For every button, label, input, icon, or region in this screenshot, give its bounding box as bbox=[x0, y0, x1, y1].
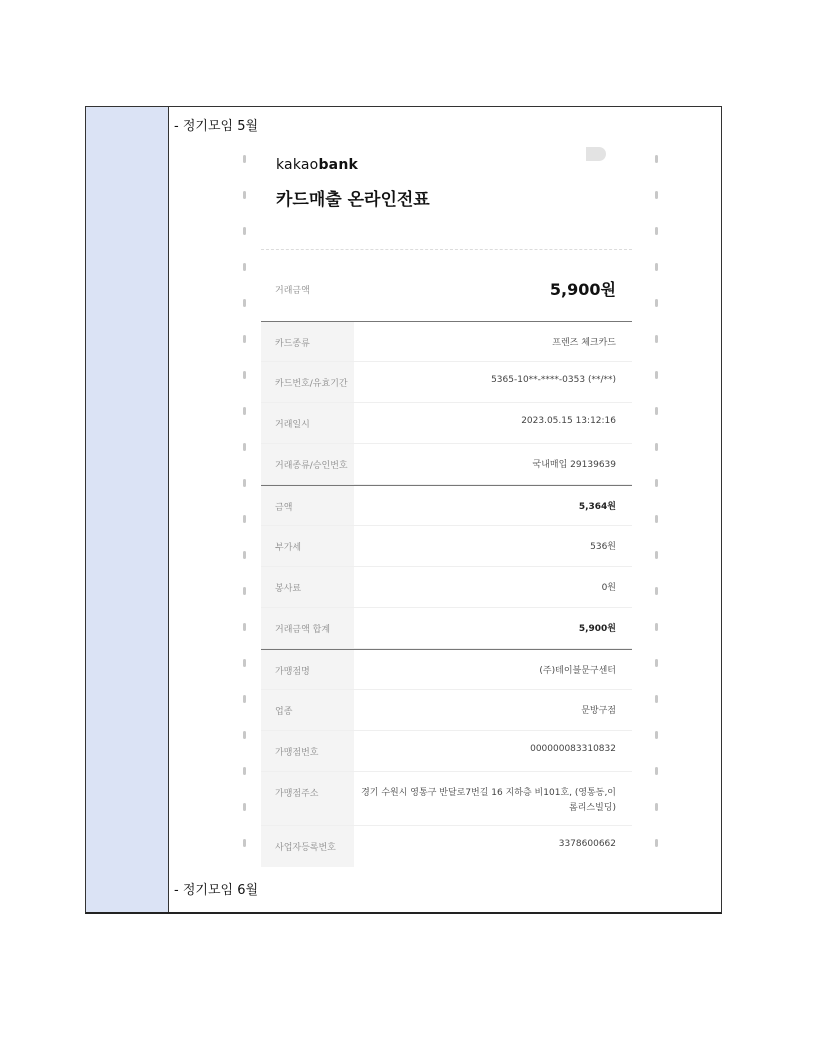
perforation-mark bbox=[655, 443, 658, 451]
perforation-mark bbox=[655, 551, 658, 559]
perforation-mark bbox=[243, 767, 246, 775]
row-label: 가맹점주소 bbox=[275, 789, 319, 799]
perforation-mark bbox=[243, 443, 246, 451]
section-label-june: - 정기모임 6월 bbox=[174, 883, 259, 898]
table-row bbox=[261, 608, 632, 649]
perforation-mark bbox=[655, 731, 658, 739]
row-label: 업종 bbox=[275, 707, 293, 717]
row-value: 5,900원 bbox=[578, 624, 616, 634]
perforation-mark bbox=[655, 695, 658, 703]
perforation-mark bbox=[655, 371, 658, 379]
table-row bbox=[261, 321, 632, 362]
perforation-mark bbox=[243, 335, 246, 343]
table-row bbox=[261, 444, 632, 485]
row-value: 5365-10**-****-0353 (**/**) bbox=[491, 375, 616, 385]
perforation-mark bbox=[243, 407, 246, 415]
table-row bbox=[261, 362, 632, 403]
perforation-mark bbox=[655, 299, 658, 307]
perforation-mark bbox=[655, 839, 658, 847]
total-amount-label: 거래금액 bbox=[275, 286, 310, 296]
kakaobank-logo: kakaobank bbox=[276, 157, 358, 173]
row-value: 2023.05.15 13:12:16 bbox=[521, 416, 616, 426]
left-header-cell bbox=[86, 107, 169, 912]
table-row bbox=[261, 731, 632, 772]
row-label: 거래금액 합계 bbox=[275, 625, 331, 635]
total-amount-value: 5,900원 bbox=[549, 280, 616, 299]
perforation-mark bbox=[243, 695, 246, 703]
row-value: 0원 bbox=[601, 583, 616, 593]
perforation-mark bbox=[243, 263, 246, 271]
table-row bbox=[261, 526, 632, 567]
bank-mark-icon bbox=[586, 147, 606, 161]
row-label: 거래종류/승인번호 bbox=[275, 461, 348, 471]
row-value: (주)테이블문구센터 bbox=[539, 666, 616, 676]
table-row bbox=[261, 649, 632, 690]
perforation-mark bbox=[243, 191, 246, 199]
row-value: 국내매입 29139639 bbox=[532, 460, 616, 470]
row-label: 거래일시 bbox=[275, 420, 310, 430]
perforation-mark bbox=[243, 623, 246, 631]
row-value: 문방구점 bbox=[581, 706, 616, 716]
row-label: 부가세 bbox=[275, 543, 302, 553]
perforation-mark bbox=[655, 263, 658, 271]
table-row bbox=[261, 690, 632, 731]
perforation-mark bbox=[655, 623, 658, 631]
table-row bbox=[261, 826, 632, 867]
table-row bbox=[261, 403, 632, 444]
perforation-mark bbox=[655, 335, 658, 343]
dashed-divider bbox=[261, 249, 632, 250]
row-label: 금액 bbox=[275, 503, 293, 513]
row-value: 536원 bbox=[590, 542, 616, 552]
perforation-mark bbox=[243, 803, 246, 811]
document-table bbox=[85, 106, 722, 914]
row-label: 가맹점명 bbox=[275, 667, 310, 677]
receipt-detail-table bbox=[261, 321, 632, 867]
perforation-mark bbox=[655, 767, 658, 775]
section-label-may: - 정기모임 5월 bbox=[174, 119, 259, 134]
table-row bbox=[261, 485, 632, 526]
perforation-mark bbox=[243, 479, 246, 487]
perforation-mark bbox=[655, 803, 658, 811]
row-label: 사업자등록번호 bbox=[275, 843, 336, 853]
perforation-mark bbox=[243, 371, 246, 379]
table-row bbox=[261, 772, 632, 826]
perforation-mark bbox=[655, 659, 658, 667]
row-label: 카드번호/유효기간 bbox=[275, 379, 348, 389]
perforation-mark bbox=[655, 407, 658, 415]
row-label: 가맹점번호 bbox=[275, 748, 319, 758]
perforation-mark bbox=[655, 587, 658, 595]
perforation-mark bbox=[243, 299, 246, 307]
perforation-mark bbox=[655, 515, 658, 523]
perforation-mark bbox=[655, 227, 658, 235]
receipt-title: 카드매출 온라인전표 bbox=[276, 190, 430, 210]
perforation-mark bbox=[655, 479, 658, 487]
row-value: 3378600662 bbox=[558, 839, 616, 849]
perforation-mark bbox=[243, 155, 246, 163]
table-row bbox=[261, 567, 632, 608]
perforation-mark bbox=[243, 587, 246, 595]
row-value: 프렌즈 체크카드 bbox=[552, 338, 616, 348]
perforation-mark bbox=[655, 191, 658, 199]
row-label: 봉사료 bbox=[275, 584, 302, 594]
card-receipt-image bbox=[261, 147, 632, 865]
total-amount-row bbox=[261, 261, 632, 321]
row-value: 5,364원 bbox=[578, 502, 616, 512]
perforation-mark bbox=[243, 551, 246, 559]
perforation-mark bbox=[655, 155, 658, 163]
perforation-mark bbox=[243, 731, 246, 739]
perforation-mark bbox=[243, 839, 246, 847]
perforation-mark bbox=[243, 515, 246, 523]
row-label: 카드종류 bbox=[275, 339, 310, 349]
row-value: 경기 수원시 영통구 반달로7번길 16 지하층 비101호, (영통동,이롬리스빌딩) bbox=[361, 788, 616, 813]
row-value: 000000083310832 bbox=[530, 744, 616, 754]
perforation-mark bbox=[243, 659, 246, 667]
perforation-mark bbox=[243, 227, 246, 235]
